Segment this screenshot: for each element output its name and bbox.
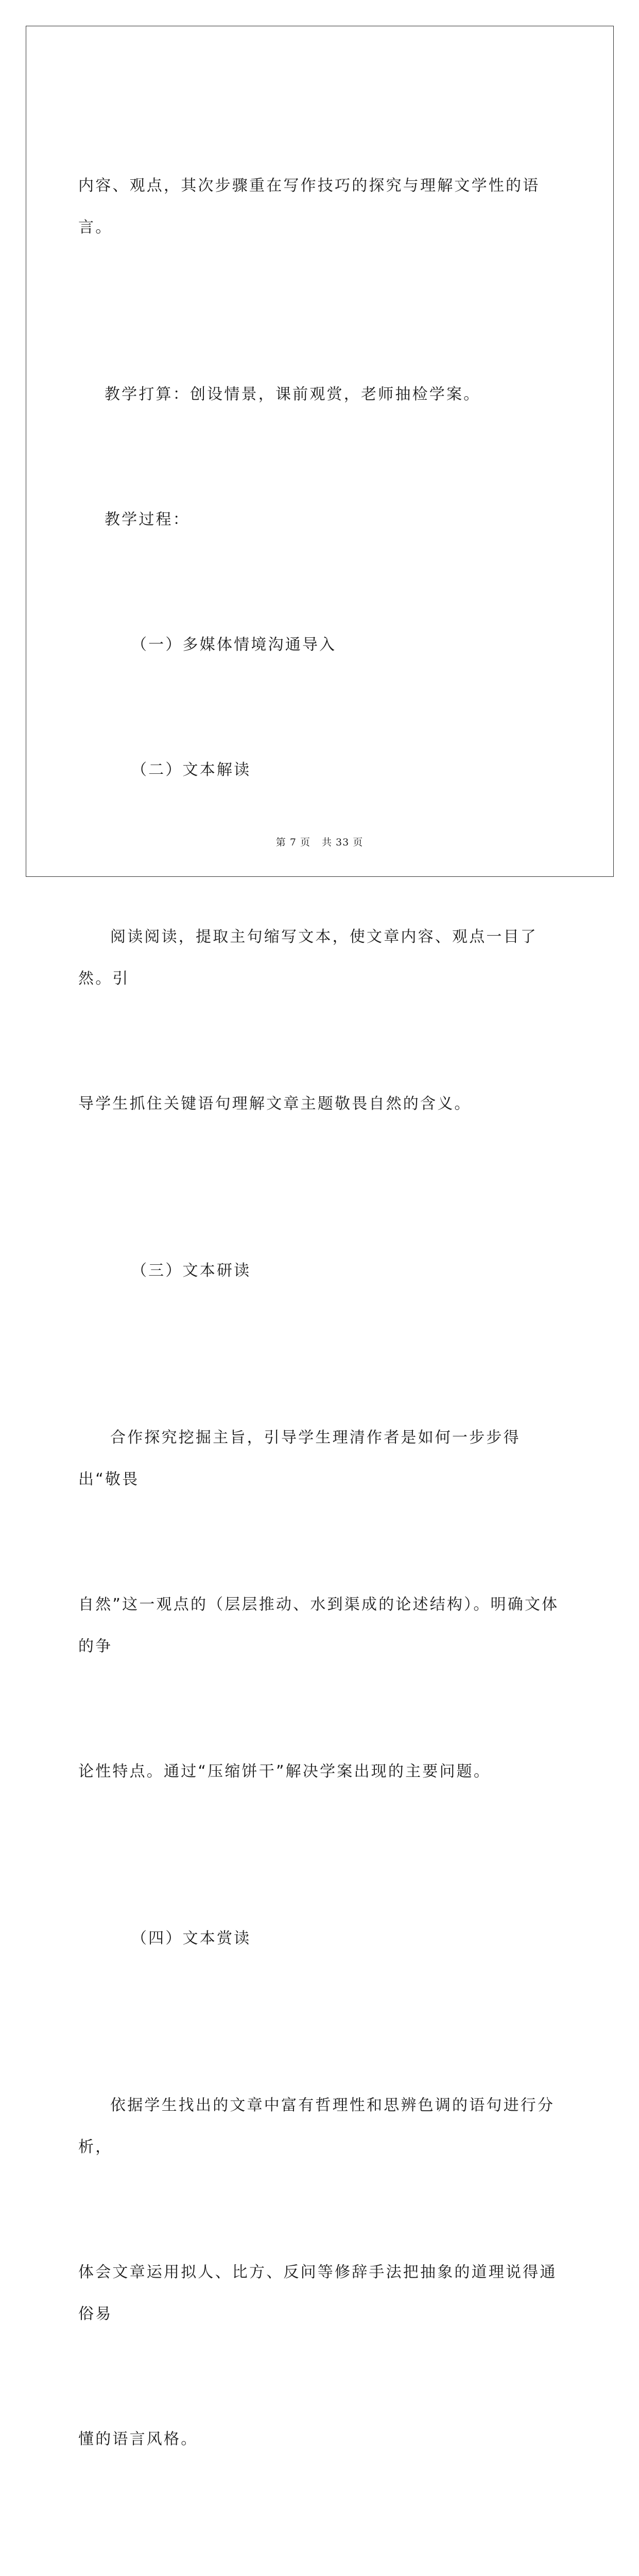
page-total: 共 33 页 xyxy=(321,837,364,848)
paragraph xyxy=(78,1333,562,1876)
text-line: 合作探究挖掘主旨，引导学生理清作者是如何一步步得出“敬畏 xyxy=(78,1429,521,1488)
paragraph xyxy=(78,2001,562,2544)
section-heading xyxy=(78,707,562,833)
section-heading xyxy=(78,582,562,707)
text-line: 懂的语言风格。 xyxy=(78,2430,198,2448)
paragraph xyxy=(78,457,562,582)
section-heading xyxy=(78,2544,562,2576)
text-line: 依据学生找出的文章中富有哲理性和思辨色调的语句进行分析， xyxy=(78,2096,555,2156)
text-line: 阅读阅读，提取主句缩写文本，使文章内容、观点一目了然。引 xyxy=(78,928,538,988)
paragraph xyxy=(78,833,562,1208)
section-heading xyxy=(78,1876,562,2001)
text-line: 教学打算：创设情景，课前观赏，老师抽检学案。 xyxy=(104,385,481,403)
heading-text: （二）文本解读 xyxy=(131,761,251,779)
heading-text: （一）多媒体情境沟通导入 xyxy=(131,636,337,654)
page-number: 第 7 页 xyxy=(275,837,310,848)
heading-text: （四）文本赏读 xyxy=(131,1929,251,1947)
text-line: 内容、观点，其次步骤重在写作技巧的探究与理解文学性的语言。 xyxy=(78,177,540,236)
section-heading xyxy=(78,1208,562,1333)
paragraph xyxy=(78,81,562,332)
text-line: 教学过程： xyxy=(104,511,190,529)
heading-text: （三）文本研读 xyxy=(131,1262,251,1280)
document-body xyxy=(78,81,562,2576)
text-line: 体会文章运用拟人、比方、反问等修辞手法把抽象的道理说得通俗易 xyxy=(78,2263,557,2323)
paragraph xyxy=(78,332,562,457)
page-footer xyxy=(0,835,639,849)
text-line: 导学生抓住关键语句理解文章主题敬畏自然的含义。 xyxy=(78,1095,472,1113)
text-line: 自然”这一观点的（层层推动、水到渠成的论述结构）。明确文体的争 xyxy=(78,1596,559,1655)
text-line: 论性特点。通过“压缩饼干”解决学案出现的主要问题。 xyxy=(78,1762,491,1781)
